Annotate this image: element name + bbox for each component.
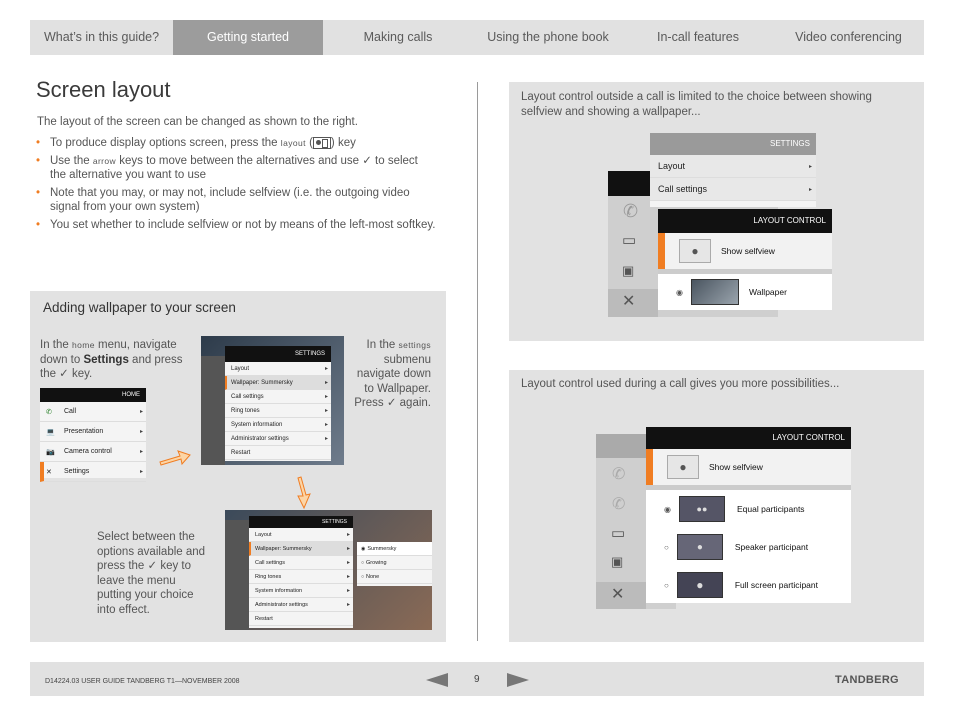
step1-text: In the home menu, navigate down to Settings and press the ✓ key. xyxy=(40,339,183,380)
wallpaper-settings-menu xyxy=(249,516,353,628)
radio-selected-icon: ◉ xyxy=(361,545,366,552)
list-item: • Use the arrow keys to move between the alternatives and use ✓ to select the alternative you want to use xyxy=(36,154,436,183)
menu-item: Administrator settings ▸ xyxy=(225,432,331,446)
top-nav xyxy=(30,20,924,55)
menu-item: Layout ▸ xyxy=(249,528,353,542)
radio-icon: ○ xyxy=(664,542,669,552)
layout-control-dialog-call xyxy=(646,427,851,603)
arrow-right-icon xyxy=(158,446,192,468)
list-item: • To produce display options screen, press the layout ( ) key xyxy=(36,136,436,151)
layout-control-dialog xyxy=(658,209,832,310)
page-number: 9 xyxy=(474,674,480,685)
camera-icon: ▣ xyxy=(622,263,635,278)
step3-text: Select between the options available and press the ✓ key to leave the menu putting your choice into effect. xyxy=(97,531,206,616)
tools-icon: ✕ xyxy=(622,293,636,310)
next-page-icon[interactable] xyxy=(507,673,529,687)
settings-header: SETTINGS xyxy=(650,133,816,155)
wallpaper-title: Adding wallpaper to your screen xyxy=(43,300,236,315)
radio-selected-icon: ◉ xyxy=(664,504,671,514)
menu-item: Call settings ▸ xyxy=(249,556,353,570)
menu-item-settings: ✕ Settings ▸ xyxy=(40,462,146,482)
side-icon-strip xyxy=(225,520,249,630)
settings-menu xyxy=(225,346,331,461)
radio-icon: ○ xyxy=(664,580,669,590)
option-growing: ○ Growing xyxy=(357,556,432,570)
menu-item-camera-control: 📷 Camera control ▸ xyxy=(40,442,146,462)
radio-icon: ○ xyxy=(361,573,365,580)
column-divider xyxy=(477,82,478,641)
radio-selected-icon: ◉ xyxy=(676,287,683,297)
menu-item-layout: Layout ▸ xyxy=(650,155,816,178)
settings-screenshot xyxy=(201,336,344,465)
camera-icon: ▣ xyxy=(611,554,624,569)
menu-item: Ring tones ▸ xyxy=(225,404,331,418)
menu-item-selected: Wallpaper: Summersky ▸ xyxy=(225,376,331,390)
layout-key-icon xyxy=(313,137,331,149)
during-call-text: Layout control used during a call gives you more possibilities... xyxy=(521,378,840,390)
menu-item-selected: Wallpaper: Summersky ▸ xyxy=(249,542,353,556)
option-none: ○ None xyxy=(357,570,432,584)
laptop-icon: ▭ xyxy=(622,232,637,249)
menu-item-presentation: 💻 Presentation ▸ xyxy=(40,422,146,442)
instruction-list xyxy=(36,136,436,235)
tab-getting-started[interactable]: Getting started xyxy=(173,20,323,55)
outside-call-text: Layout control outside a call is limited to the choice between showing selfview and showing a wallpaper... xyxy=(521,91,872,118)
tab-phone-book[interactable]: Using the phone book xyxy=(487,30,609,44)
menu-item-call-settings: Call settings ▸ xyxy=(650,178,816,201)
wallpaper-thumb-icon xyxy=(691,279,739,305)
selfview-thumb-icon: ● xyxy=(667,455,699,479)
option-wallpaper[interactable]: ◉ Wallpaper xyxy=(658,274,832,310)
wallpaper-select-screenshot xyxy=(225,510,432,630)
full-screen-thumb-icon: ● xyxy=(677,572,723,598)
phone-icon: ✆ xyxy=(46,408,52,416)
phone-icon: ✆ xyxy=(612,466,626,483)
laptop-icon: ▭ xyxy=(611,525,626,542)
menu-item-call: ✆ Call ▸ xyxy=(40,402,146,422)
option-speaker-participant[interactable]: ○ ● Speaker participant xyxy=(646,528,851,566)
phone-icon: ✆ xyxy=(612,496,626,513)
option-show-selfview[interactable]: ● Show selfview xyxy=(646,449,851,485)
equal-participants-thumb-icon: ●● xyxy=(679,496,725,522)
settings-menu-large xyxy=(650,133,816,207)
menu-item: System information ▸ xyxy=(225,418,331,432)
tab-making-calls[interactable]: Making calls xyxy=(363,30,433,44)
settings-menu-header: SETTINGS xyxy=(225,346,331,362)
menu-item: Call settings ▸ xyxy=(225,390,331,404)
selfview-thumb-icon: ● xyxy=(679,239,711,263)
option-full-screen-participant[interactable]: ○ ● Full screen participant xyxy=(646,566,851,604)
camera-icon: 📷 xyxy=(46,448,55,456)
tab-in-call-features[interactable]: In-call features xyxy=(657,30,739,44)
arrow-down-icon xyxy=(293,476,315,510)
step2-text: In the settings submenu navigate down to Wallpaper. Press ✓ again. xyxy=(354,339,431,409)
menu-item: Restart xyxy=(225,446,331,460)
radio-icon: ○ xyxy=(361,559,365,566)
tools-icon: ✕ xyxy=(611,586,625,603)
menu-item: Restart xyxy=(249,612,353,626)
option-show-selfview[interactable]: ● Show selfview xyxy=(658,233,832,269)
menu-item: Administrator settings ▸ xyxy=(249,598,353,612)
layout-control-header: LAYOUT CONTROL xyxy=(646,427,851,449)
home-menu-header: HOME xyxy=(40,388,146,402)
laptop-icon: 💻 xyxy=(46,428,55,436)
list-item: • Note that you may, or may not, include selfview (i.e. the outgoing video signal from your own system) xyxy=(36,186,436,215)
menu-header: SETTINGS xyxy=(249,516,353,528)
page-title: Screen layout xyxy=(36,77,171,102)
brand-logo: TANDBERG xyxy=(835,674,899,686)
home-menu-screenshot xyxy=(40,388,146,478)
menu-item: System information ▸ xyxy=(249,584,353,598)
footer-doc-id: D14224.03 USER GUIDE TANDBERG T1—NOVEMBER 2008 xyxy=(45,678,240,685)
side-icon-strip xyxy=(201,356,225,465)
layout-control-header: LAYOUT CONTROL xyxy=(658,209,832,233)
tab-whats-in-this-guide[interactable]: What’s in this guide? xyxy=(43,30,160,44)
tab-video-conferencing[interactable]: Video conferencing xyxy=(795,30,902,44)
wallpaper-options-menu xyxy=(357,542,432,586)
phone-icon: ✆ xyxy=(623,201,639,221)
menu-item: Ring tones ▸ xyxy=(249,570,353,584)
list-item: • You set whether to include selfview or not by means of the left-most softkey. xyxy=(36,218,436,233)
tools-icon: ✕ xyxy=(46,468,52,476)
option-summersky: ◉ Summersky xyxy=(357,542,432,556)
speaker-participant-thumb-icon: ● xyxy=(677,534,723,560)
previous-page-icon[interactable] xyxy=(426,673,448,687)
menu-item: Layout ▸ xyxy=(225,362,331,376)
intro-text: The layout of the screen can be changed as shown to the right. xyxy=(37,116,358,128)
option-equal-participants[interactable]: ◉ ●● Equal participants xyxy=(646,490,851,528)
